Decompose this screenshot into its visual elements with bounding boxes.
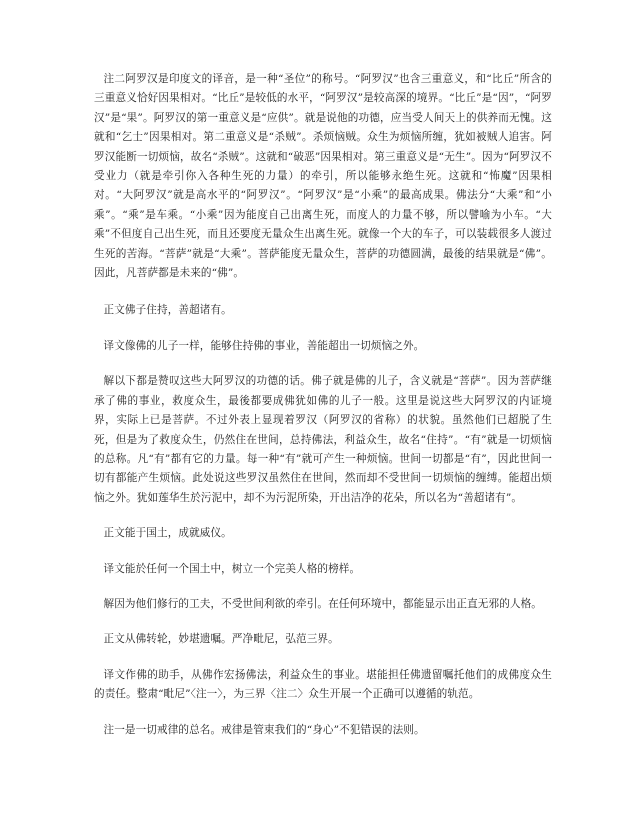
- translation-paragraph: 译文像佛的儿子一样，能够住持佛的事业，善能超出一切烦恼之外。: [103, 339, 425, 352]
- note-one-paragraph: 注一是一切戒律的总名。戒律是管束我们的“身心”不犯错误的法则。: [103, 723, 425, 736]
- main-text-paragraph: 正文佛子住持，善超诸有。: [103, 304, 232, 317]
- explanation-paragraph: 解因为他们修行的工夫，不受世间利欲的牵引。在任何环境中，都能显示出正直无邪的人格。: [103, 597, 542, 610]
- note-two-paragraph: 注二阿罗汉是印度文的译音，是一种“圣位”的称号。“阿罗汉”也含三重意义，和“比丘”所含的三重意义恰好因果相对。“比丘”是较低的水平，“阿罗汉”是较高深的境界。“比丘”是“因”，“阿罗汉”是“果”。阿罗汉的第一重意义是“应供”。就是说他的功德，应当受人间天上的供养而无愧。这就和“乞士”因果相对。第二重意义是“杀贼”。杀烦恼贼。众生为烦恼所缠，犹如被贼人追害。阿罗汉能断一切烦恼，故名“杀贼”。这就和“破恶”因果相对。第三重意义是“无生”。因为“阿罗汉不受业力（就是牵引你入各种生死的力量）的牵引，所以能够永绝生死。这就和“怖魔”因果相对。“大阿罗汉”就是高水平的“阿罗汉”。“阿罗汉”是“小乘”的最高成果。佛法分“大乘”和“小乘”。“乘”是车乘。“小乘”因为能度自己出离生死，而度人的力量不够，所以譬喻为小车。“大乘”不但度自己出生死，而且还要度无量众生出离生死。就像一个大的车子，可以装载很多人渡过生死的苦海。“菩萨”就是“大乘”。菩萨能度无量众生，菩萨的功德圆满，最後的结果就是“佛”。因此，凡菩萨都是未来的“佛”。: [94, 73, 552, 280]
- translation-paragraph: 译文作佛的助手，从佛作宏扬佛法，利益众生的事业。堪能担任佛遗留嘱托他们的成佛度众生的责任。整肃“毗尼”〈注一〉，为三界〈注二〉众生开展一个正确可以遵循的轨范。: [94, 668, 552, 701]
- translation-paragraph: 译文能於任何一个国土中，树立一个完美人格的榜样。: [103, 562, 361, 575]
- explanation-paragraph: 解以下都是赞叹这些大阿罗汉的功德的话。佛子就是佛的儿子，含义就是“菩萨”。因为菩萨继承了佛的事业，救度众生，最後都要成佛犹如佛的儿子一般。这里是说这些大阿罗汉的内证境界，实际上已是菩萨。不过外表上显现着罗汉（阿罗汉的省称）的状貌。虽然他们已超脱了生死，但是为了救度众生，仍然住在世间，总持佛法，利益众生，故名“住持”。“有”就是一切烦恼的总称。凡“有”都有它的力量。每一种“有”就可产生一种烦恼。世间一切都是“有”，因此世间一切有都能产生烦恼。此处说这些罗汉虽然住在世间，然而却不受世间一切烦恼的缠缚。能超出烦恼之外。犹如莲华生於污泥中，却不为污泥所染，开出洁净的花朵，所以名为“善超诸有”。: [94, 375, 552, 504]
- main-text-paragraph: 正文从佛转轮，妙堪遗嘱。严净毗尼，弘范三界。: [103, 633, 339, 646]
- main-text-paragraph: 正文能于国土，成就威仪。: [103, 527, 232, 540]
